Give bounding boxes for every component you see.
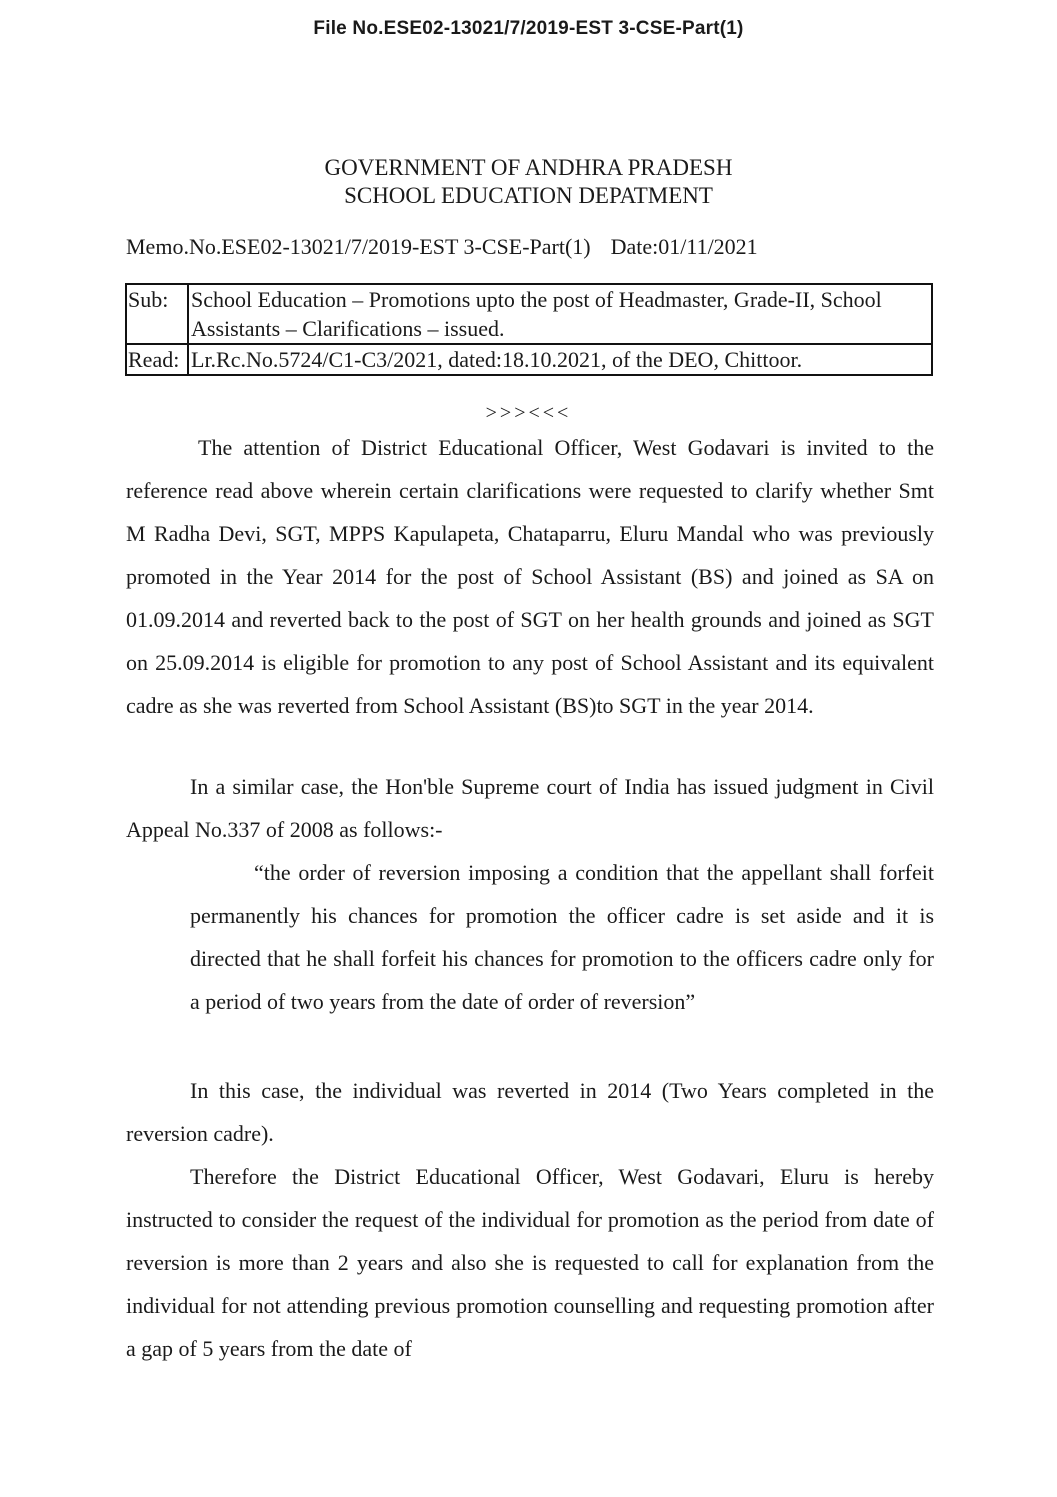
file-number-header: File No.ESE02-13021/7/2019-EST 3-CSE-Part(1) (313, 18, 744, 39)
subject-text: School Education – Promotions upto the post of Headmaster, Grade-II, School Assistants – Clarifications – issued. (188, 284, 932, 344)
paragraph-instruction: Therefore the District Educational Officer, West Godavari, Eluru is hereby instructed to consider the request of the individual for promotion as the period from date of reversion is more than 2 years and also she is requested to call for explanation from the individual for not attending previous promotion counselling and requesting promotion after a gap of 5 years from the date of (126, 1164, 934, 1361)
section-separator: >>><<< (485, 402, 572, 424)
paragraph-attention: The attention of District Educational Officer, West Godavari is invited to the reference read above wherein certain clarifications were requested to clarify whether Smt M Radha Devi, SGT, MPPS Kapulapeta, Chataparru, Eluru Mandal who was previously promoted in the Year 2014 for the post of School Assistant (BS) and joined as SA on 01.09.2014 and reverted back to the post of SGT on her health grounds and joined as SGT on 25.09.2014 is eligible for promotion to any post of School Assistant and its equivalent cadre as she was reverted from School Assistant (BS)to SGT in the year 2014. (126, 435, 934, 718)
paragraph-this-case: In this case, the individual was reverted in 2014 (Two Years completed in the reversion cadre). (126, 1078, 934, 1146)
subject-row (126, 284, 932, 344)
memo-line (126, 234, 758, 260)
judgment-quote: “the order of reversion imposing a condition that the appellant shall forfeit permanently his chances for promotion the officer cadre is set aside and it is directed that he shall forfeit his chances for promotion to the officers cadre only for a period of two years from the date of order of reversion” (190, 860, 934, 1014)
subject-reference-table (125, 283, 933, 376)
reference-text: Lr.Rc.No.5724/C1-C3/2021, dated:18.10.2021, of the DEO, Chittoor. (188, 344, 932, 375)
paragraph-similar-case: In a similar case, the Hon'ble Supreme court of India has issued judgment in Civil Appeal No.337 of 2008 as follows:- (126, 774, 934, 842)
department-heading: SCHOOL EDUCATION DEPATMENT (344, 183, 713, 208)
memo-number: Memo.No.ESE02-13021/7/2019-EST 3-CSE-Part(1) (126, 234, 591, 259)
government-heading: GOVERNMENT OF ANDHRA PRADESH (324, 155, 733, 180)
reference-row (126, 344, 932, 375)
memo-date: Date:01/11/2021 (610, 234, 758, 259)
reference-label: Read: (126, 344, 188, 375)
subject-label: Sub: (126, 284, 188, 344)
